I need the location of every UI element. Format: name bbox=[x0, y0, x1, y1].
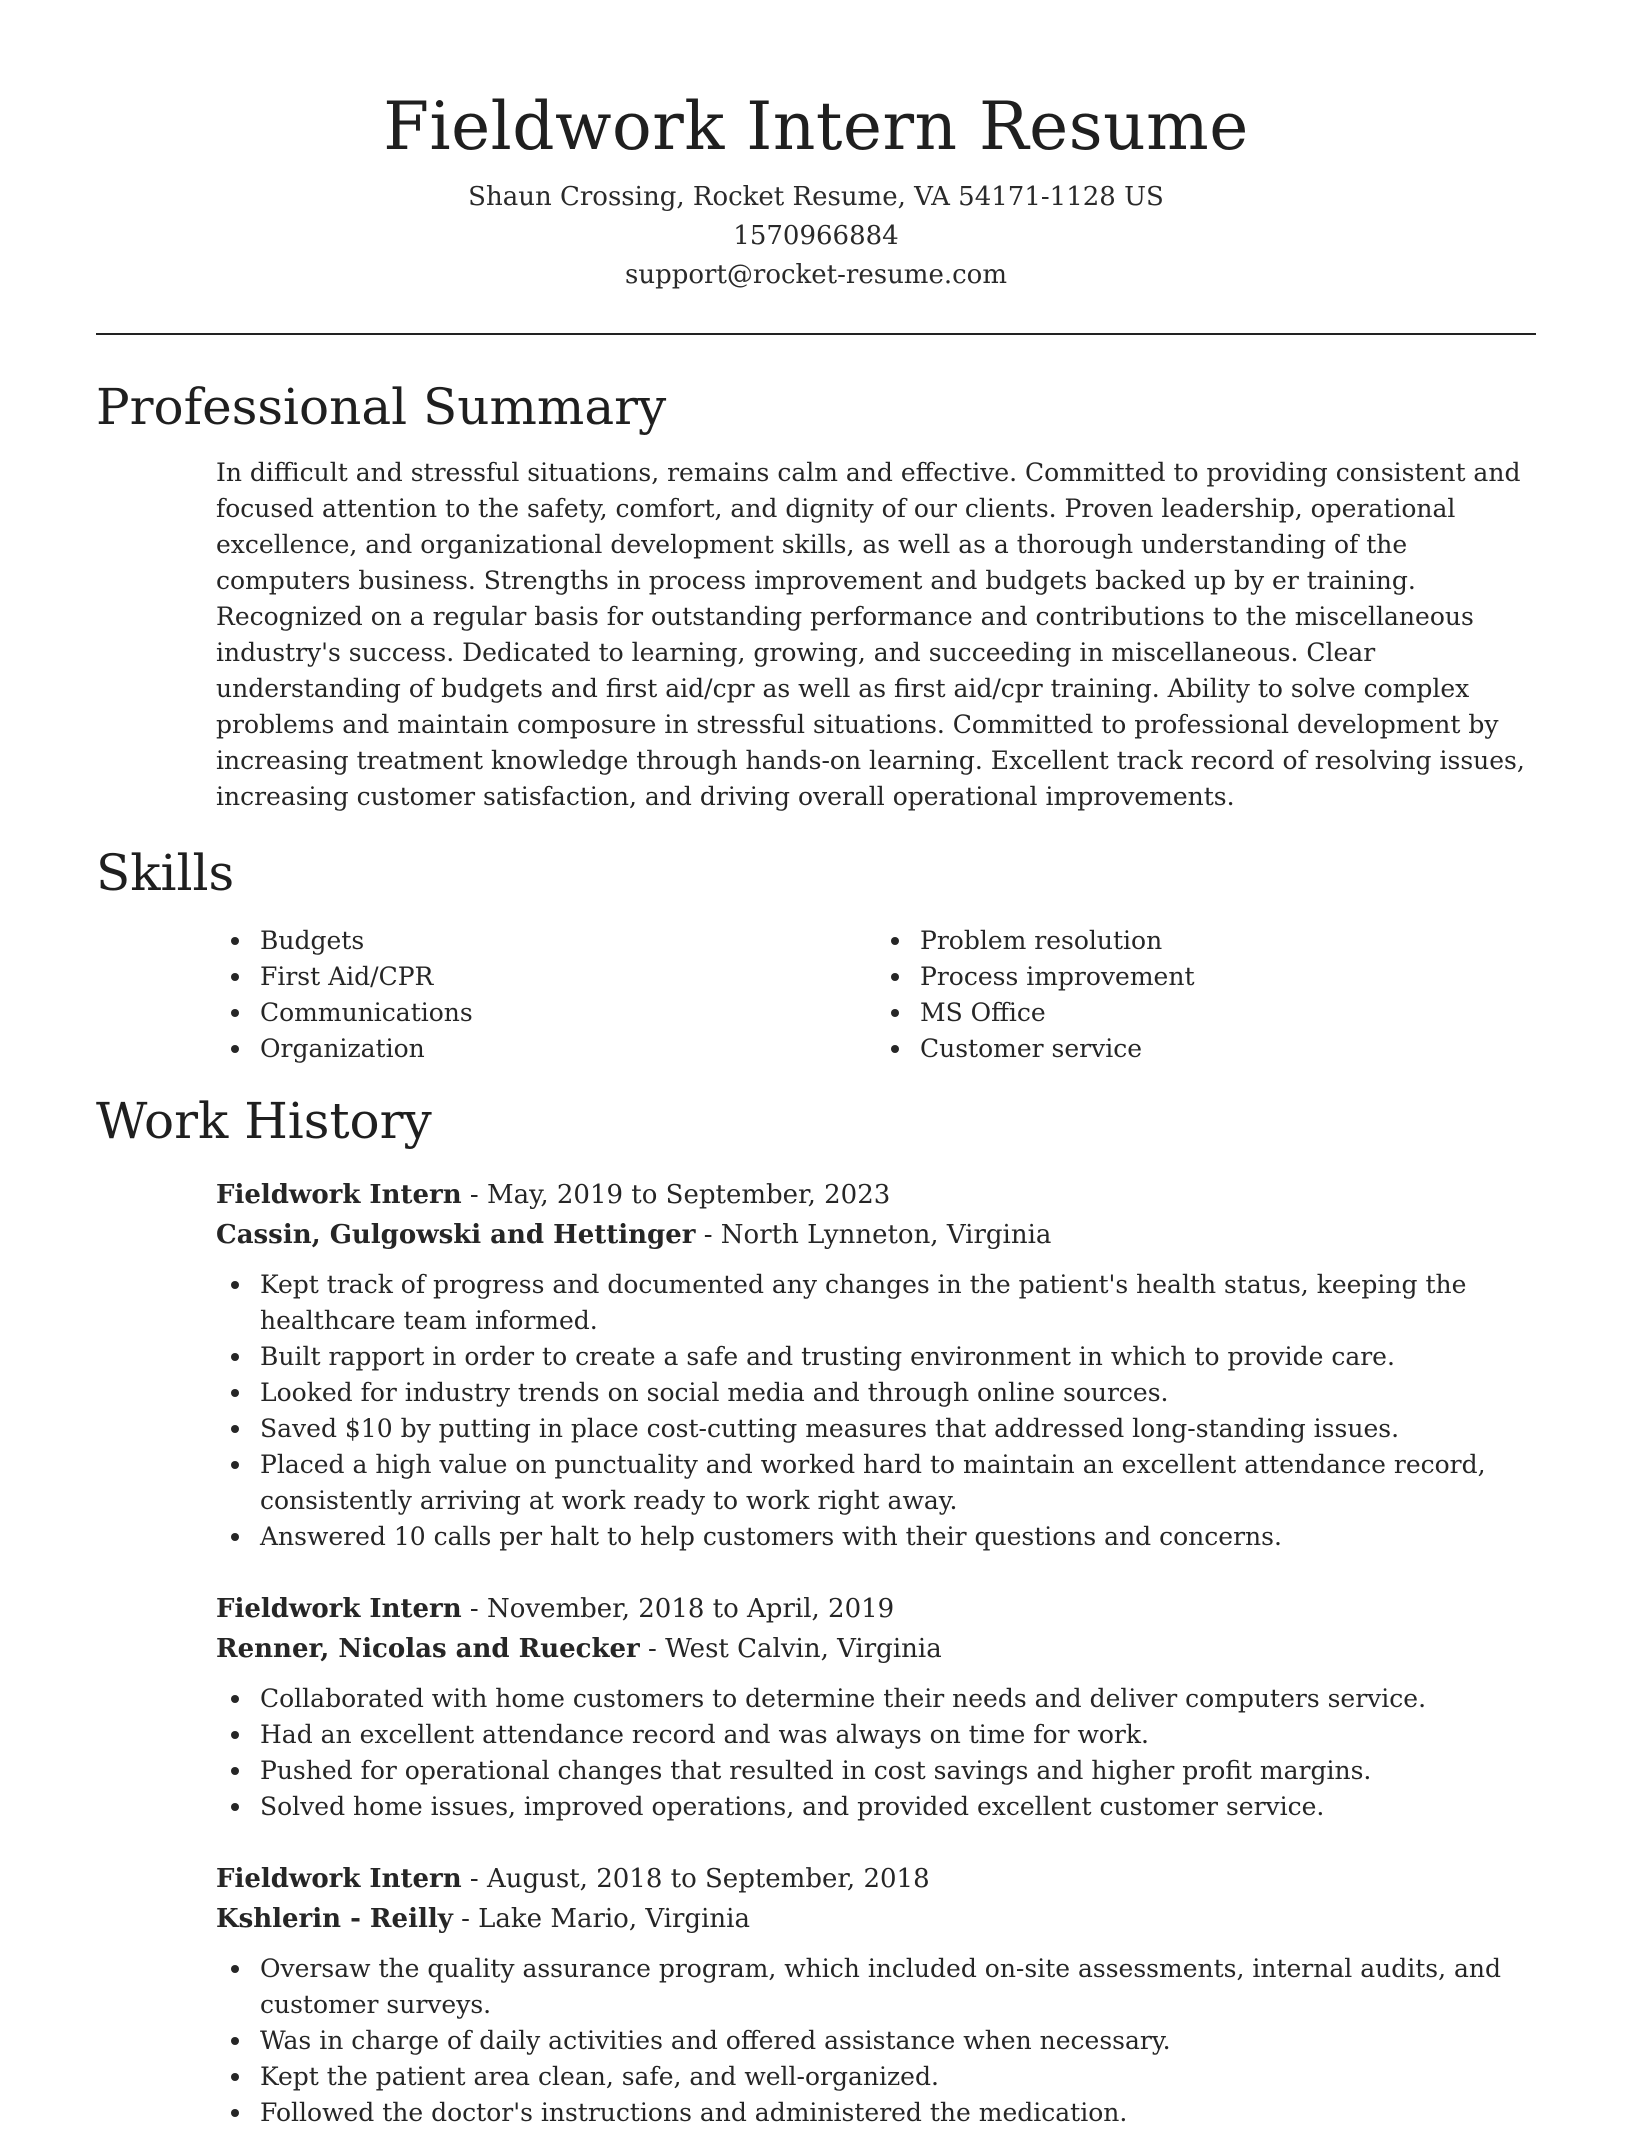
skill-item: Problem resolution bbox=[920, 923, 1536, 959]
job-company: Cassin, Gulgowski and Hettinger bbox=[216, 1220, 696, 1250]
summary-paragraph: In difficult and stressful situations, remains calm and effective. Committed to providing consistent and focused attention to the safety, comfort, and dignity of our clients. Proven leadership, operational excellence, and organizational development skills, as well as a thorough understanding of the computers business. Strengths in process improvement and budgets backed up by er training. Recognized on a regular basis for outstanding performance and contributions to the miscellaneous industry's success. Dedicated to learning, growing, and succeeding in miscellaneous. Clear understanding of budgets and first aid/cpr as well as first aid/cpr training. Ability to solve complex problems and maintain composure in stressful situations. Committed to professional development by increasing treatment knowledge through hands-on learning. Excellent track record of resolving issues, increasing customer satisfaction, and driving overall operational improvements. bbox=[216, 458, 1525, 811]
job-bullets bbox=[216, 1951, 1536, 2131]
job-role: Fieldwork Intern bbox=[216, 1864, 462, 1894]
job-company-line bbox=[216, 1215, 1536, 1255]
job-role: Fieldwork Intern bbox=[216, 1180, 462, 1210]
job-location: - North Lynneton, Virginia bbox=[695, 1220, 1052, 1250]
job-bullet: Followed the doctor's instructions and administered the medication. bbox=[260, 2095, 1536, 2131]
job-role-line bbox=[216, 1175, 1536, 1215]
skill-item: Customer service bbox=[920, 1031, 1536, 1067]
resume-title: Fieldwork Intern Resume bbox=[383, 88, 1249, 165]
resume-page bbox=[96, 0, 1536, 2131]
job-bullet: Had an excellent attendance record and was always on time for work. bbox=[260, 1717, 1536, 1753]
job-bullet: Solved home issues, improved operations, and provided excellent customer service. bbox=[260, 1789, 1536, 1825]
job-bullets bbox=[216, 1681, 1536, 1825]
job-dates: - May, 2019 to September, 2023 bbox=[461, 1180, 891, 1210]
job-company-line bbox=[216, 1629, 1536, 1669]
job-bullet: Kept track of progress and documented any changes in the patient's health status, keeping the healthcare team informed. bbox=[260, 1267, 1536, 1339]
job-company-line bbox=[216, 1899, 1536, 1939]
job-bullet: Was in charge of daily activities and offered assistance when necessary. bbox=[260, 2023, 1536, 2059]
resume-header bbox=[96, 0, 1536, 295]
job-dates: - August, 2018 to September, 2018 bbox=[461, 1864, 930, 1894]
job-company: Renner, Nicolas and Ruecker bbox=[216, 1634, 640, 1664]
job-bullet: Saved $10 by putting in place cost-cutting measures that addressed long-standing issues. bbox=[260, 1411, 1536, 1447]
job-bullet: Oversaw the quality assurance program, which included on-site assessments, internal audits, and customer surveys. bbox=[260, 1951, 1536, 2023]
skill-item: Budgets bbox=[260, 923, 876, 959]
job-bullets bbox=[216, 1267, 1536, 1555]
job-dates: - November, 2018 to April, 2019 bbox=[461, 1594, 895, 1624]
skill-item: Communications bbox=[260, 995, 876, 1031]
skills-heading: Skills bbox=[96, 844, 235, 902]
skills-column-right bbox=[876, 923, 1536, 1067]
job-bullet: Built rapport in order to create a safe and trusting environment in which to provide care. bbox=[260, 1339, 1536, 1375]
skill-item: First Aid/CPR bbox=[260, 959, 876, 995]
job-location: - Lake Mario, Virginia bbox=[452, 1904, 750, 1934]
job-role: Fieldwork Intern bbox=[216, 1594, 462, 1624]
skills-list bbox=[216, 923, 1536, 1067]
address-text: Shaun Crossing, Rocket Resume, VA 54171-1128 US bbox=[468, 182, 1164, 212]
job-bullet: Pushed for operational changes that resulted in cost savings and higher profit margins. bbox=[260, 1753, 1536, 1789]
job-entry bbox=[216, 1859, 1536, 2131]
skill-item: MS Office bbox=[920, 995, 1536, 1031]
skills-column-left bbox=[216, 923, 876, 1067]
email-text: support@rocket-resume.com bbox=[624, 260, 1007, 290]
job-role-line bbox=[216, 1589, 1536, 1629]
job-location: - West Calvin, Virginia bbox=[639, 1634, 942, 1664]
job-bullet: Placed a high value on punctuality and worked hard to maintain an excellent attendance record, consistently arriving at work ready to work right away. bbox=[260, 1447, 1536, 1519]
phone-text: 1570966884 bbox=[733, 221, 899, 251]
job-entry bbox=[216, 1175, 1536, 1555]
job-role-line bbox=[216, 1859, 1536, 1899]
skill-item: Process improvement bbox=[920, 959, 1536, 995]
job-bullet: Answered 10 calls per halt to help customers with their questions and concerns. bbox=[260, 1519, 1536, 1555]
job-bullet: Kept the patient area clean, safe, and well-organized. bbox=[260, 2059, 1536, 2095]
skill-item: Organization bbox=[260, 1031, 876, 1067]
header-divider bbox=[96, 333, 1536, 335]
work-history-heading: Work History bbox=[96, 1092, 432, 1150]
summary-heading: Professional Summary bbox=[96, 378, 667, 436]
job-bullet: Collaborated with home customers to determine their needs and deliver computers service. bbox=[260, 1681, 1536, 1717]
job-entry bbox=[216, 1589, 1536, 1825]
contact-block bbox=[96, 178, 1536, 295]
job-company: Kshlerin - Reilly bbox=[216, 1904, 453, 1934]
job-bullet: Looked for industry trends on social media and through online sources. bbox=[260, 1375, 1536, 1411]
